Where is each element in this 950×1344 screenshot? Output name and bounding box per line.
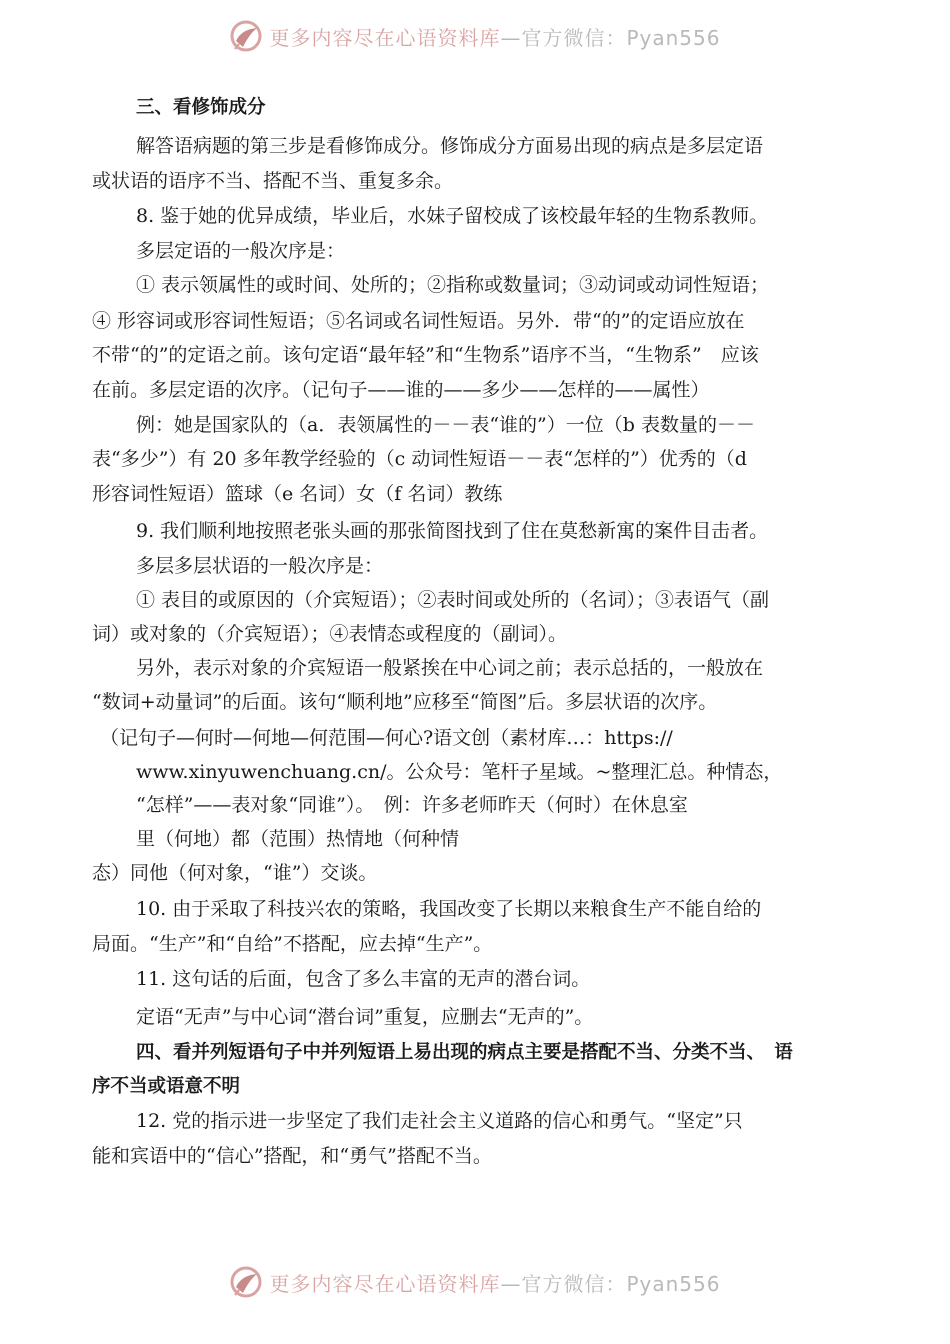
paragraph-line: 里（何地）都（范围）热情地（何种情	[136, 828, 460, 850]
brand-logo-icon	[229, 1265, 263, 1299]
example-sentence-12: 12. 党的指示进一步坚定了我们走社会主义道路的信心和勇气。“坚定”只	[136, 1110, 743, 1132]
section-heading-3: 三、看修饰成分	[136, 97, 266, 118]
paragraph-line: 能和宾语中的“信心”搭配，和“勇气”搭配不当。	[92, 1145, 492, 1167]
paragraph-line: 形容词性短语）篮球（e 名词）女（f 名词）教练	[92, 483, 503, 505]
paragraph-line: “数词+动量词”的后面。该句“顺利地”应移至“简图”后。多层状语的次序。	[92, 691, 718, 713]
watermark-banner-top	[0, 8, 950, 64]
paragraph-line: 或状语的语序不当、搭配不当、重复多余。	[92, 170, 454, 192]
example-sentence-8: 8. 鉴于她的优异成绩，毕业后，水妹子留校成了该校最年轻的生物系教师。	[136, 205, 769, 227]
example-sentence-10: 10. 由于采取了科技兴农的策略，我国改变了长期以来粮食生产不能自给的	[136, 898, 762, 920]
paragraph-line: www.xinyuwenchuang.cn/。公众号：笔杆子星域。~整理汇总。种情态，	[136, 761, 783, 783]
brand-logo-icon	[229, 19, 263, 53]
paragraph-line: 多层定语的一般次序是：	[136, 240, 346, 262]
paragraph-line: ① 表目的或原因的（介宾短语）；②表时间或处所的（名词）；③表语气（副	[136, 589, 770, 611]
example-sentence-11: 11. 这句话的后面，包含了多么丰富的无声的潜台词。	[136, 968, 591, 990]
watermark-text: 更多内容尽在心语资料库—官方微信：Pyan556	[269, 1271, 721, 1296]
paragraph-line: 另外，表示对象的介宾短语一般紧挨在中心词之前；表示总括的，一般放在	[136, 657, 764, 679]
paragraph-line: （记句子—何时—何地—何范围—何心?语文创（素材库…：https://	[100, 727, 673, 749]
section-heading-4-cont: 序不当或语意不明	[92, 1076, 241, 1097]
paragraph-line: 局面。“生产”和“自给”不搭配，应去掉“生产”。	[92, 933, 493, 955]
paragraph-line: ① 表示领属性的或时间、处所的；②指称或数量词；③动词或动词性短语；	[136, 274, 770, 296]
paragraph-line: 定语“无声”与中心词“潜台词”重复，应删去“无声的”。	[136, 1006, 594, 1028]
paragraph-line: ④ 形容词或形容词性短语；⑤名词或名词性短语。另外．带“的”的定语应放在	[92, 310, 745, 332]
paragraph-line: 解答语病题的第三步是看修饰成分。修饰成分方面易出现的病点是多层定语	[136, 135, 764, 157]
paragraph-line: 态）同他（何对象，“谁”）交谈。	[92, 862, 378, 884]
paragraph-line: “怎样”——表对象“同谁”）。 例：许多老师昨天（何时）在休息室	[136, 794, 688, 816]
watermark-banner-bottom	[0, 1254, 950, 1310]
watermark-text: 更多内容尽在心语资料库—官方微信：Pyan556	[269, 25, 721, 50]
paragraph-line: 不带“的”的定语之前。该句定语“最年轻”和“生物系”语序不当，“生物系” 应该	[92, 344, 759, 366]
section-heading-4: 四、看并列短语句子中并列短语上易出现的病点主要是搭配不当、分类不当、 语	[136, 1042, 793, 1063]
paragraph-line: 在前。多层定语的次序。（记句子——谁的——多少——怎样的——属性）	[92, 379, 710, 401]
paragraph-line: 表“多少”）有 20 多年教学经验的（c 动词性短语－－表“怎样的”）优秀的（d	[92, 448, 747, 470]
paragraph-line: 多层多层状语的一般次序是：	[136, 555, 384, 577]
paragraph-line: 词）或对象的（介宾短语）；④表情态或程度的（副词）。	[92, 623, 568, 645]
paragraph-line: 例：她是国家队的（a．表领属性的－－表“谁的”）一位（b 表数量的－－	[136, 414, 755, 436]
example-sentence-9: 9. 我们顺利地按照老张头画的那张简图找到了住在莫愁新寓的案件目击者。	[136, 520, 769, 542]
